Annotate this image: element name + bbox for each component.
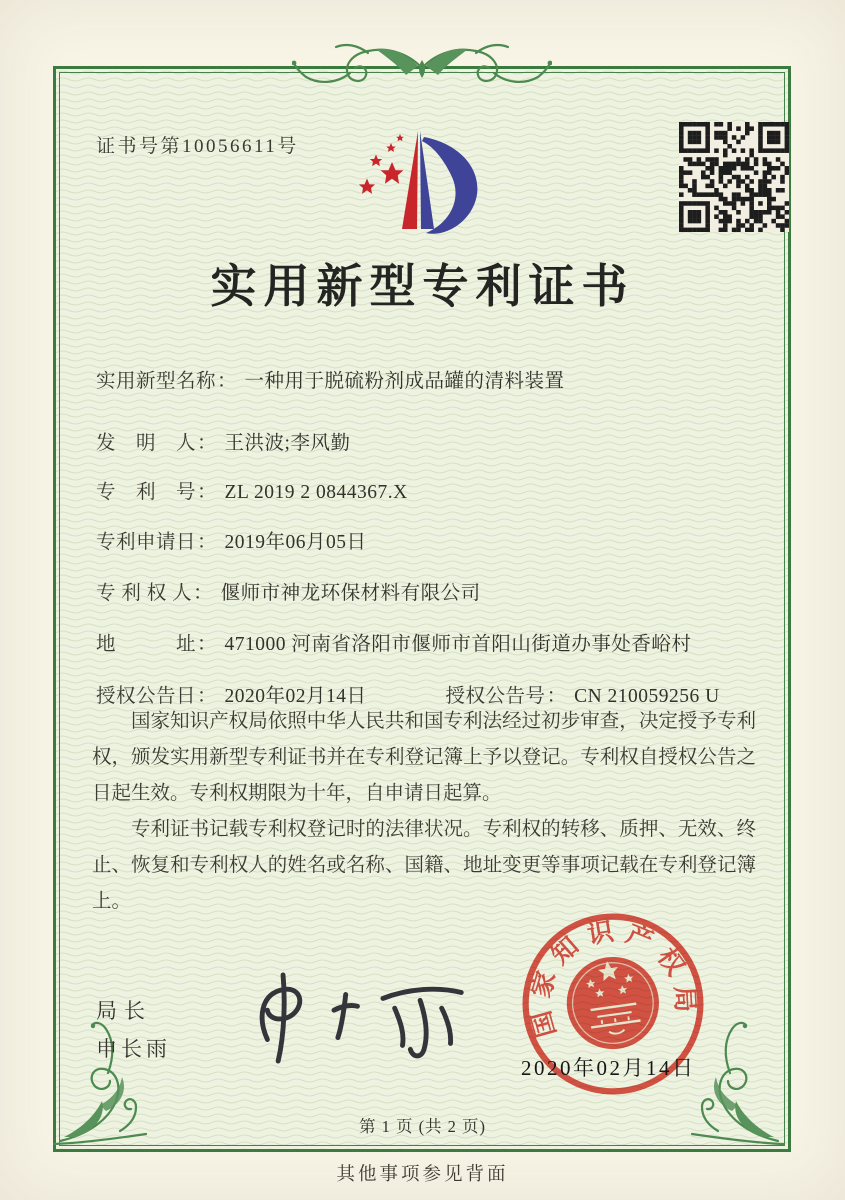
field-label: 发 明 人	[96, 433, 197, 454]
field-label: 授权公告日	[96, 686, 197, 707]
field-row-name: 实用新型名称 ： 一种用于脱硫粉剂成品罐的清料装置	[96, 365, 565, 393]
field-value: ZL 2019 2 0844367.X	[224, 482, 408, 503]
field-row-grant-date: 授权公告日 ： 2020年02月14日 授权公告号 ： CN 210059256 U	[96, 680, 720, 708]
back-side-note: 其他事项参见背面	[336, 1165, 509, 1185]
officer-name: 申长雨	[96, 1037, 171, 1061]
page-indicator: 第 1 页 (共 2 页)	[358, 1117, 487, 1136]
field-value: CN 210059256 U	[574, 686, 720, 707]
seal-date: 2020年02月14日	[521, 1056, 696, 1080]
field-value: 2019年06月05日	[224, 532, 367, 553]
seal-text: 国家知识产权局	[526, 916, 700, 1041]
field-row-filing-date: 专利申请日 ： 2019年06月05日	[96, 526, 367, 554]
qr-code	[679, 122, 789, 232]
field-label: 授权公告号	[445, 686, 546, 707]
legal-text	[92, 704, 756, 920]
field-label: 专 利 号	[96, 482, 197, 503]
field-label: 专 利 权 人	[96, 583, 193, 604]
field-row-grant-number: 授权公告号 ： CN 210059256 U	[446, 680, 720, 708]
field-value: 偃师市神龙环保材料有限公司	[220, 583, 481, 604]
legal-paragraph: 国家知识产权局依照中华人民共和国专利法经过初步审查，决定授予专利权，颁发实用新型专利证书并在专利登记簿上予以登记。专利权自授权公告之日起生效。专利权期限为十年，自申请日起算。	[92, 711, 756, 804]
field-label: 实用新型名称	[96, 371, 217, 392]
field-row-patentee: 专 利 权 人 ： 偃师市神龙环保材料有限公司	[96, 577, 481, 605]
field-value: 471000 河南省洛阳市偃师市首阳山街道办事处香峪村	[224, 634, 692, 655]
officer-title: 局长	[96, 999, 152, 1023]
field-row-inventor: 发 明 人 ： 王洪波;李风勤	[96, 427, 350, 455]
field-value: 2020年02月14日	[224, 686, 367, 707]
certificate-number: 证书号第10056611号	[96, 136, 299, 157]
field-value: 王洪波;李风勤	[224, 433, 351, 454]
director-signature	[238, 966, 473, 1070]
field-row-patent-number: 专 利 号 ： ZL 2019 2 0844367.X	[96, 476, 408, 504]
field-label: 地 址	[96, 634, 197, 655]
field-label: 专利申请日	[96, 532, 197, 553]
field-value: 一种用于脱硫粉剂成品罐的清料装置	[244, 371, 565, 392]
cnipa-logo-icon	[344, 129, 484, 235]
certificate-title: 实用新型专利证书	[210, 261, 635, 312]
legal-paragraph: 专利证书记载专利权登记时的法律状况。专利权的转移、质押、无效、终止、恢复和专利权人的姓名或名称、国籍、地址变更等事项记载在专利登记簿上。	[92, 819, 756, 912]
national-emblem-icon	[561, 951, 665, 1055]
field-row-address: 地 址 ： 471000 河南省洛阳市偃师市首阳山街道办事处香峪村	[96, 628, 691, 656]
